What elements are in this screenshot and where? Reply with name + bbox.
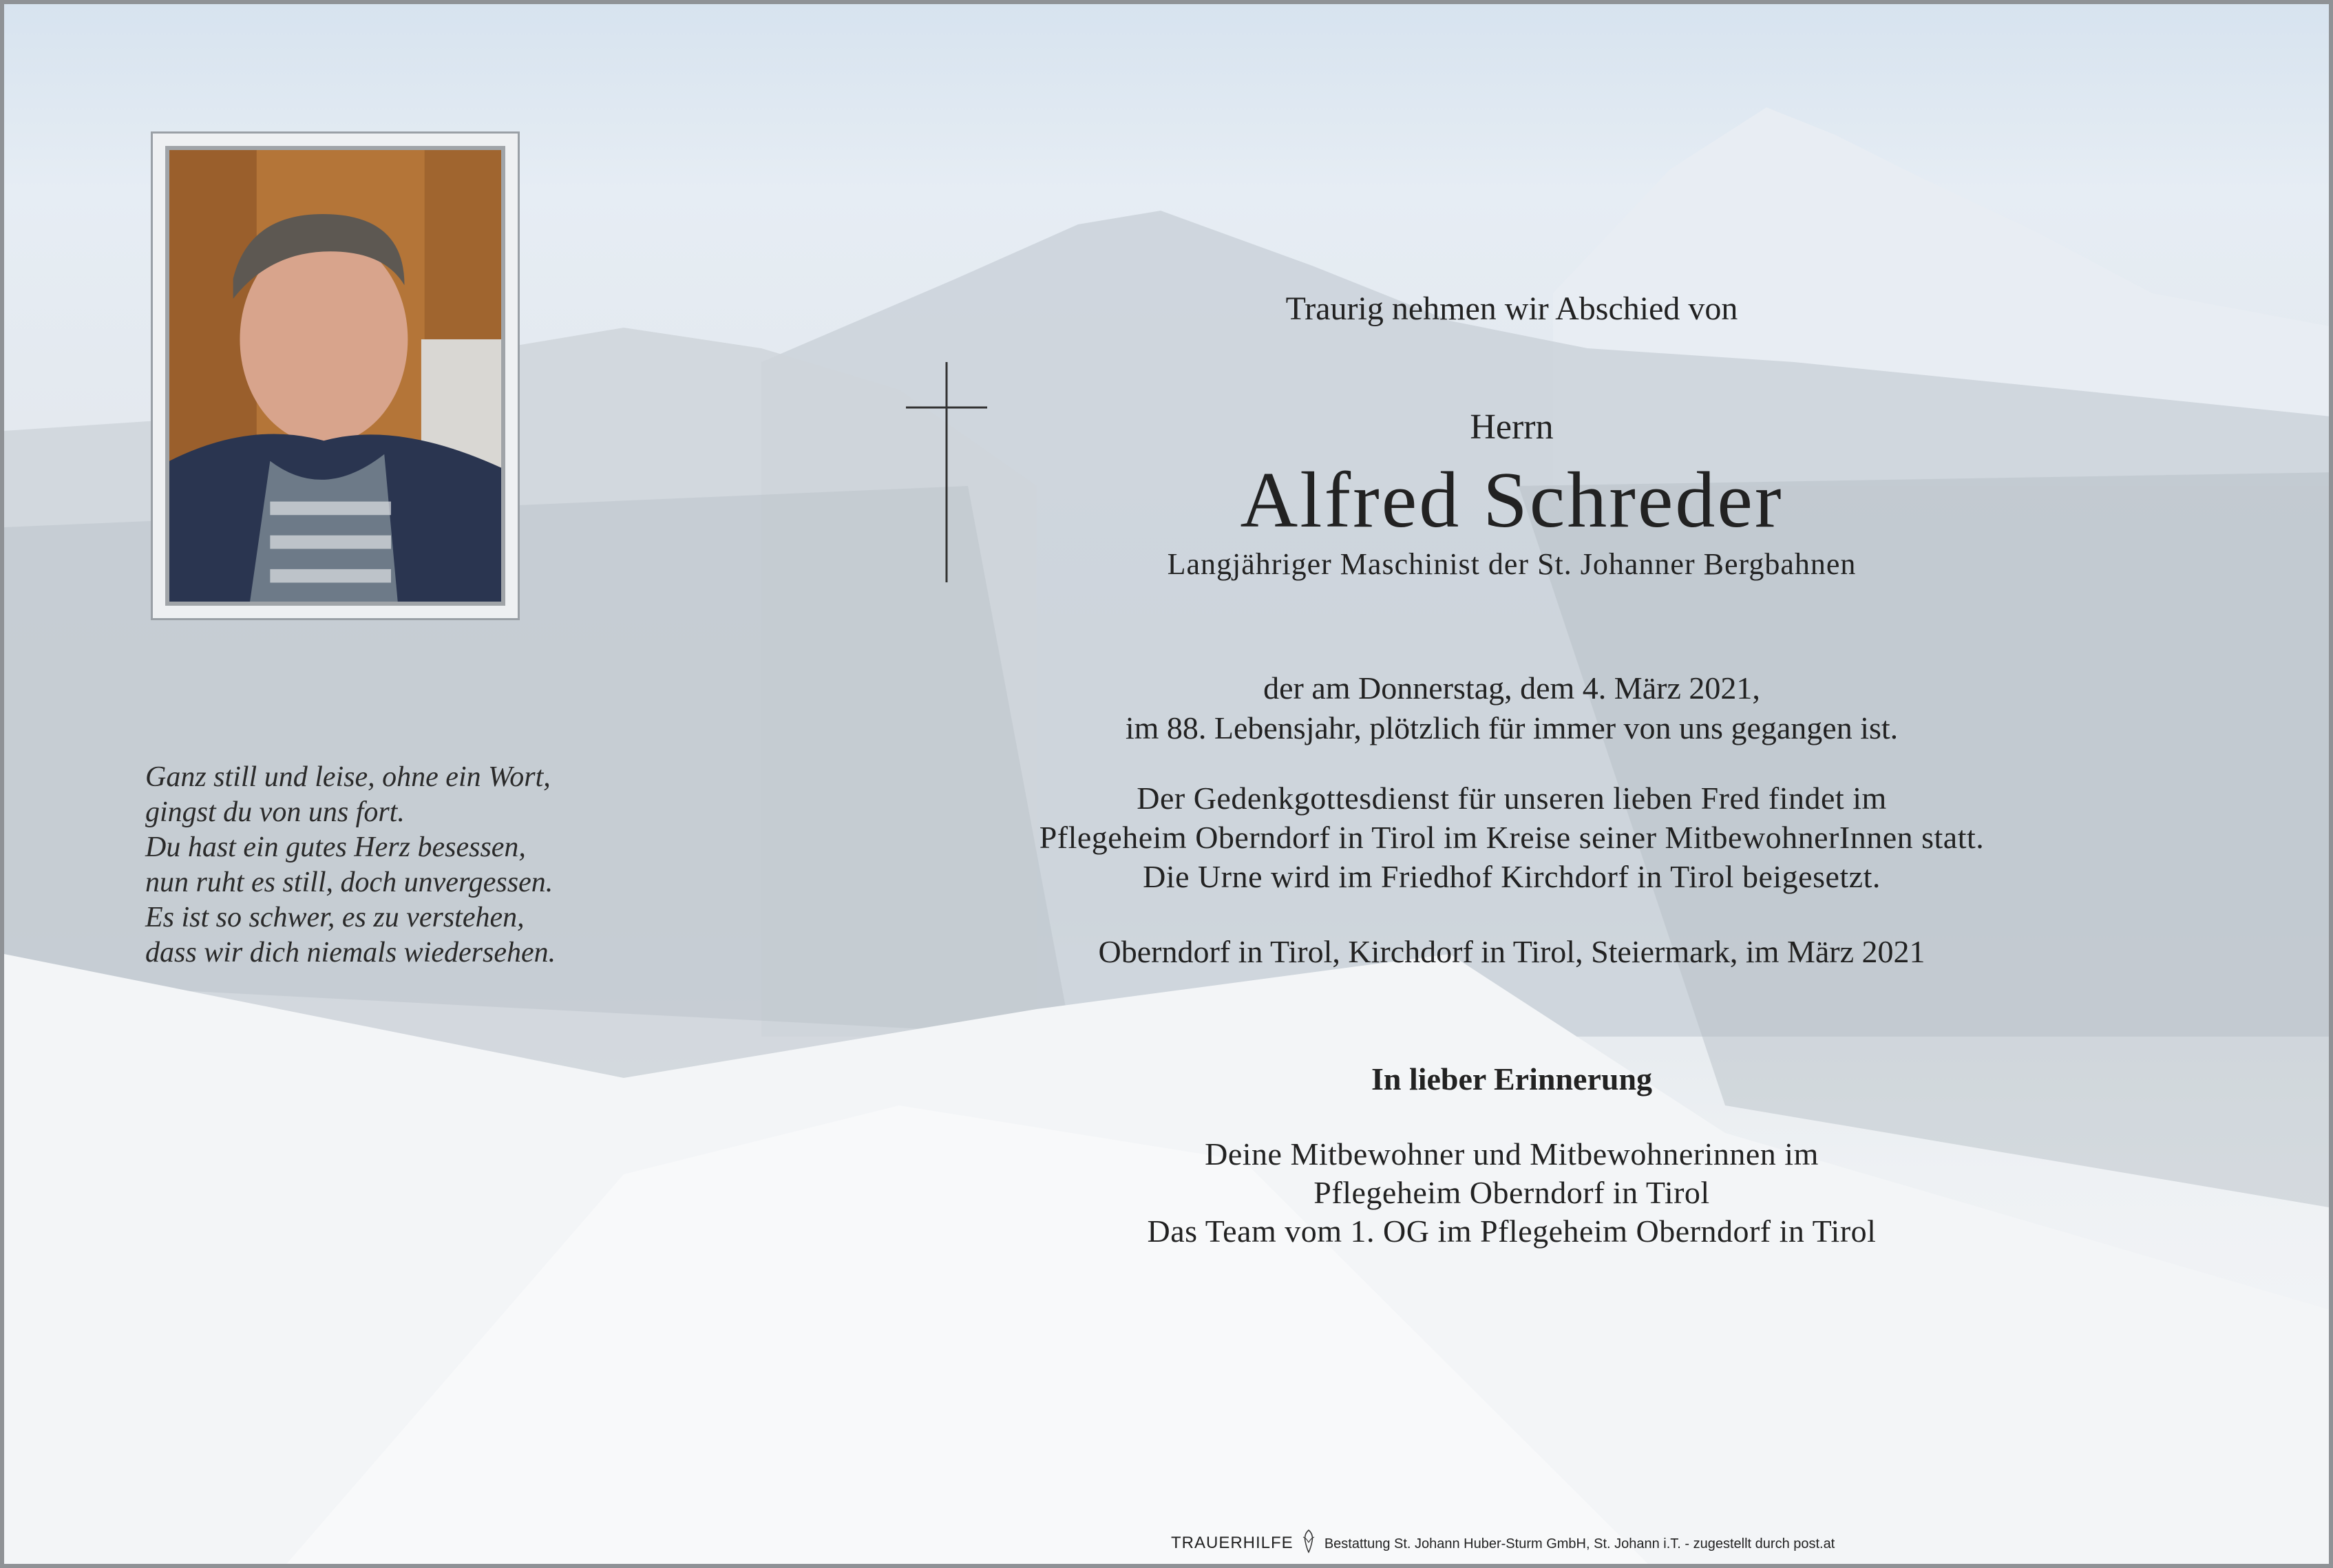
service-details bbox=[954, 778, 2069, 896]
service-line: Pflegeheim Oberndorf in Tirol im Kreise seiner MitbewohnerInnen statt. bbox=[1039, 820, 1985, 855]
portrait-photo bbox=[165, 146, 505, 606]
memorial-poem bbox=[145, 760, 556, 971]
death-line: der am Donnerstag, dem 4. März 2021, bbox=[1263, 670, 1760, 706]
poem-line: Du hast ein gutes Herz besessen, bbox=[145, 831, 526, 863]
mourner-line: Pflegeheim Oberndorf in Tirol bbox=[1313, 1175, 1710, 1210]
angel-icon bbox=[1301, 1529, 1316, 1554]
footer-credit bbox=[1171, 1529, 1835, 1554]
poem-line: Es ist so schwer, es zu verstehen, bbox=[145, 902, 525, 933]
mourners-list bbox=[954, 1135, 2069, 1251]
portrait-frame bbox=[151, 131, 520, 620]
poem-line: gingst du von uns fort. bbox=[145, 796, 405, 828]
deceased-name: Alfred Schreder bbox=[1240, 456, 1784, 544]
mourner-line: Das Team vom 1. OG im Pflegeheim Oberndorf in Tirol bbox=[1147, 1214, 1877, 1249]
deceased-role: Langjähriger Maschinist der St. Johanner Bergbahnen bbox=[1167, 547, 1857, 581]
intro-text: Traurig nehmen wir Abschied von bbox=[1285, 290, 1738, 327]
footer-brand: TRAUERHILFE bbox=[1171, 1534, 1294, 1552]
salutation: Herrn bbox=[1470, 407, 1554, 447]
places-date: Oberndorf in Tirol, Kirchdorf in Tirol, Steiermark, im März 2021 bbox=[1098, 934, 1925, 969]
mourner-line: Deine Mitbewohner und Mitbewohnerinnen im bbox=[1205, 1136, 1819, 1172]
remembrance-heading: In lieber Erinnerung bbox=[1371, 1061, 1653, 1096]
poem-line: Ganz still und leise, ohne ein Wort, bbox=[145, 761, 551, 793]
service-line: Der Gedenkgottesdienst für unseren lieben Fred findet im bbox=[1137, 781, 1887, 816]
death-announcement bbox=[954, 668, 2069, 748]
service-line: Die Urne wird im Friedhof Kirchdorf in Tirol beigesetzt. bbox=[1143, 859, 1881, 894]
footer-credit-text: Bestattung St. Johann Huber-Sturm GmbH, St. Johann i.T. - zugestellt durch post.at bbox=[1324, 1536, 1835, 1551]
poem-line: nun ruht es still, doch unvergessen. bbox=[145, 867, 553, 898]
death-line: im 88. Lebensjahr, plötzlich für immer von uns gegangen ist. bbox=[1125, 710, 1899, 745]
poem-line: dass wir dich niemals wiedersehen. bbox=[145, 937, 556, 968]
